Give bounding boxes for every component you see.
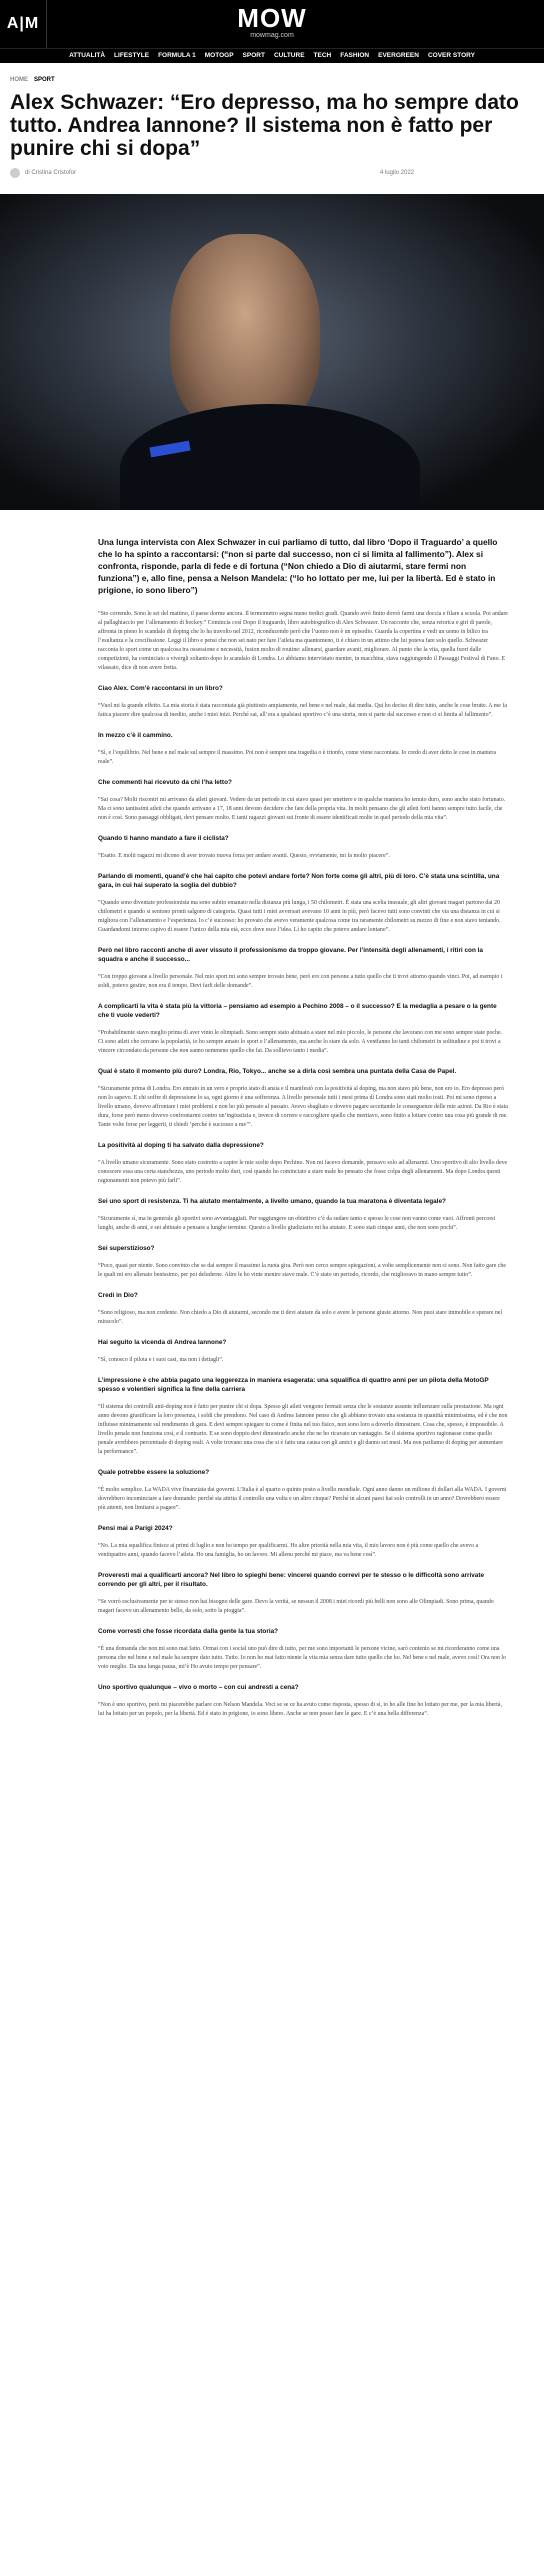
- article-body: [0, 510, 508, 1719]
- paragraph: “Sono religioso, ma non credente. Non chiedo a Dio di aiutarmi, secondo me ti devi aiutare da solo e avere le persone giuste attorno. Non puoi stare immobile e sperare nel miracolo”.: [98, 1310, 503, 1325]
- paragraph: “Sì, conosco il pilota e i suoi casi, ma non i dettagli”.: [98, 1357, 224, 1363]
- nav-item[interactable]: TECH: [313, 52, 332, 59]
- top-bar: [0, 0, 544, 48]
- interview-question: A complicarti la vita è stata più la vittoria – pensiamo ad esempio a Pechino 2008 – o il successo? E la medaglia a pesare o la gente che ti vuole vederti?: [98, 1003, 497, 1019]
- main-nav: [0, 48, 544, 63]
- nav-item[interactable]: ATTUALITÀ: [69, 52, 106, 59]
- paragraph: “Se vorrò esclusivamente per te stesso non hai bisogno delle gare. Devo la verità, se nessun il 2008 i miei ricordi più belli non sono alle Olimpiadi. Sono prima, quando magari facevo un allenamento bello, da solo, sotto la pioggia”.: [98, 1599, 494, 1614]
- interview-question: Credi in Dio?: [98, 1292, 138, 1299]
- interview-question: Però nel libro racconti anche di aver vissuto il professionismo da troppo giovane. Per l’intensità degli allenamenti, i ritiri con la squadra e anche il successo...: [98, 947, 483, 963]
- interview-question: Ciao Alex. Com’è raccontarsi in un libro?: [98, 685, 223, 692]
- nav-item[interactable]: CULTURE: [273, 52, 305, 59]
- author-name[interactable]: di Cristina Cristofor: [25, 170, 77, 176]
- author-avatar: [10, 168, 20, 178]
- paragraph: “No. La mia squalifica finisce ai primi di luglio e non ho tempo per qualificarmi. Ho altre priorità nella mia vita, il mio lavoro non è più come quello che avevo a ventiquattro anni, quando facevo l’atleta. Ho una famiglia, ho un lavoro. Mi allenu perché mi piace, ma va bene così”.: [98, 1543, 479, 1558]
- nav-item[interactable]: FORMULA 1: [158, 52, 196, 59]
- paragraph: “Sai cosa? Molti riscontri mi arrivano da atleti giovani. Vedere da un periodo in cui stavo quasi per smettere e in qualche maniera ho tenuto duro, sono anche stato fortunato. Ma ci sono tantissimi atleti che quando arrivano a 17, 18 anni devono decidere che fare della propria vita. In molti pensano che gli atleti forti hanno sempre tutto facile, che non è così. Sono passaggi obbligati, devi pensare molto. E tanti ragazzi giovani sui fronte di essere identificati molte in quel periodo della mia vita”.: [98, 797, 506, 821]
- interview-question: In mezzo c’è il cammino.: [98, 732, 173, 739]
- breadcrumb-home[interactable]: HOME: [10, 77, 28, 83]
- paragraph: “È una domanda che non mi sono mai fatto. Ormai con i social uno può dire di tutto, per me sono importanti le persone vicine, sarò contento se mi ricorderanno come una persona che nel bene e nel male ha sempre dato tutto. Tutto. Io non ho mai fatto niente la vita mia senza dare tutto quello che ho. Nel bene e nel male, avevo così! Ora non lo voto meglio. Da una lunga pausa, mi’è Ho avuto tempo per pensare”.: [98, 1646, 506, 1670]
- breadcrumb-section[interactable]: SPORT: [34, 77, 55, 83]
- paragraph: “Sì, e l’equilibrio. Nel bene e nel male sul sempre il massimo. Poi non è sempre una tragedia o è trionfo, come viene raccontata. Io credo di aver detto le cose in maniera reale”.: [98, 750, 496, 765]
- article-meta: [10, 168, 534, 178]
- interview-question: Come vorresti che fosse ricordata dalla gente la tua storia?: [98, 1628, 279, 1635]
- paragraph: “A livello umano sicuramente. Sono stato costretto a capire le mie scelte dopo Pechino. Non mi facevo domande, pensavo solo ad allenarmi. Uno sportivo di alto livello deve conoscere essa una certa stanchezza, uno periodo molto duri, così quando ho cominciato a stare male ho pensato che fosse colpa degli allenamenti. Ma dopo Londra questi ragionamenti non potevo più farli”.: [98, 1160, 508, 1184]
- nav-item[interactable]: COVER STORY: [427, 52, 475, 59]
- publish-date: 4 luglio 2022: [379, 170, 414, 176]
- paragraph: “Probabilmente stavo meglio prima di aver vinto le olimpiadi. Sono sempre stato abituato a stare nel mio piccolo, le persone che lavorano con me sono sempre state poche. Ci sono atleti che cercano la popolarità, io ho sempre amato lo sport e l’allenamento, ma anche lo stare da solo. A ventfanno ho tanti chilometri in solitudine e poi ti trovi a vincere circondato da persone che non sanno nemmeno quello che fai. Da sollievo tanto i media”.: [98, 1030, 503, 1054]
- interview-question: Uno sportivo qualunque – vivo o morto – con cui andresti a cena?: [98, 1684, 299, 1691]
- paragraph: “Il sistema dei controlli anti-doping non è fatto per punire chi si dopa. Spesso gli atleti vengono fermati senza che le sostanze assunte influenzare sulla prestazione. Ma ogni anno devono giustificare la loro presenza, i soldi che prendono. Nel caso di Andrea Iannone penso che gli abbiano trovato una sostanza in quantità minimissima, ed è che non influisse minimamente sul rendimento di gara. E devi sempre spiegare tu come è finita nel tuo fisico, non sono loro a doverlo dimostrare. Cosa che, spesso, è impossibile. A livello penale non funziona così, e il contrario. E se sono doppio devi dimostrarlo anche che ne ho ricavato un vantaggio. Se il sistema sportivo ragionasse come quello penale avrebbero percentuale di doping reali. A volte trovano una cosa che si è fatto una causa con gli amici e gli danno sei mesi. Ma non parliamo di doping per aumentare la performance”.: [98, 1404, 508, 1455]
- interview-question: Qual è stato il momento più duro? Londra, Rio, Tokyo... anche se a dirla così sembra una puntata della Casa de Papel.: [98, 1068, 457, 1075]
- paragraph: “Sicuramente sì, ma in generale gli sportivi sono avvantaggiati. Per raggiungere un obiettivo c’è da sudare tanto e spesso le cose non vanno come vuoi. Affronti percorsi lunghi, anche di anni, e sei abituato a pensare a lunghe termine. Questo a livello giudiziario mi ha aiutato. E sono stati cinque anni, che non sono pochi”.: [98, 1216, 496, 1231]
- interview-question: Sei uno sport di resistenza. Ti ha aiutato mentalmente, a livello umano, quando la tua maratona è diventata legale?: [98, 1198, 446, 1205]
- interview-question: L’impressione è che abbia pagato una leggerezza in maniera esagerata: una squalifica di quattro anni per un pilota della MotoGP spesso e volentieri significa la fine della carriera: [98, 1377, 489, 1393]
- interview-question: Proveresti mai a qualificarti ancora? Nel libro lo spieghi bene: vincerei quando correvi per te stesso o le difficoltà sono arrivate correndo per gli altri, per il risultato.: [98, 1572, 485, 1588]
- interview-question: Pensi mai a Parigi 2024?: [98, 1525, 173, 1532]
- interview-question: La positività al doping ti ha salvato dalla depressione?: [98, 1142, 264, 1149]
- article-title: Alex Schwazer: “Ero depresso, ma ho sempre dato tutto. Andrea Iannone? Il sistema non è fatto per punire chi si dopa”: [10, 91, 519, 160]
- paragraph: “Sto correndo. Sono le sei del mattino, il paese dorme ancora. Il termometro segna meno tredici gradi. Quando avrò finito dovrò farmi una doccia e filare a scuola. Poi andare al pallaghiaccio per l’allenamento di hockey.” Comincia così Dopo il traguardo, libro autobiografico di Alex Schwazer. Un racconto che, senza retorica e giri di parole, affronta in pieno lo scandalo di doping che lo ha travolto nel 2012, riconducendo però che l’uomo non è un episodio. Guarda la copertina e vedi un uomo in bilico tra l’esultanza e la crocifissione. Leggi il libro e pensi che non sei nato per fare l’atleta ma quantomeno, ti è chiaro in un attimo che lui poteva fare solo quello. Schwazer racconta lo sport come un qualcosa tra ossessione e necessità, fusion molto di routine: allenarsi, guardare avanti, migliorare. Al punto che la vita, quella fuori dalle competizioni, ha cominciato a vivergli soltanto dopo lo scandalo di Londra. Lo abbiamo intervistato mentre, in macchina, stava raggiungendo il Passaggi Festival di Fano. E vilassato, dice di non avere fretta.: [98, 611, 508, 671]
- interview-question: Quando ti hanno mandato a fare il ciclista?: [98, 835, 229, 842]
- paragraph: “Non è uno sportivo, però mi piacerebbe parlare con Nelson Mandela. Voci se se ce ha avuto come risposta, spesso di sì, io ho alle fine ho lottato per me, per la mia libertà, lui ha lottato per un popolo, per la libertà. Ed è stato in prigione, io sono libero. Anche se non posso fare le gare. E c’è una bella differenza”.: [98, 1702, 502, 1717]
- site-logo[interactable]: [237, 4, 306, 39]
- interview-question: Parlando di momenti, quand’è che hai capito che potevi andare forte? Non forte come gli altri, più di loro. C’è stata una scintilla, una gara, in cui hai superato la soglia del dubbio?: [98, 873, 500, 889]
- paragraph: “Vuol mi fa grande effetto. La mia storia è stata raccontata già piuttosto ampiamente, nel bene e nel male, dai media. Qui ho deciso di dire tutto, anche le cose brutte. A me fa fatica piacere dire qualcosa di inedito, anche i miei inizi. Perché sai, all’ora a qualsiasi sportivo c’è una storia, non si parte dal successo e non ci si limita al fallimento”.: [98, 703, 507, 718]
- nav-item[interactable]: SPORT: [242, 52, 265, 59]
- interview-question: Sei superstizioso?: [98, 1245, 155, 1252]
- article-lead: Una lunga intervista con Alex Schwazer in cui parliamo di tutto, dal libro ‘Dopo il Traguardo’ a quello che lo ha spinto a raccontarsi: (“non si parte dal successo, non ci si limita al fallimento”). Alex si confronta, risponde, parla di fede e di fortuna (“Non chiedo a Dio di aiutarmi, stare fermi non funziona”) e, allo fine, pensa a Nelson Mandela: (“lo ho lottato per me, lui per la libertà. Ed è stato in prigione, io sono libero”): [98, 537, 498, 595]
- paragraph: “Sicuramente prima di Londra. Ero entrato in un vero e proprio stato di ansia e il manifestò con la positività al doping, ma non stavo più bene, non ero io. Ero depresso però non lo sapevo. E chi soffre di depressione lo sa, ogni giorno è una sofferenza. A livello personale tutti i mesi prima di Londra sono stati molto tosti. Poi mi sono ripreso a livello umano, dovevo affrontare i miei problemi e non ho più pensato al passato. Avevo sbagliato e dovevo pagare accettando le conseguenze delle mie azioni. Da Rio è stata dura, forse però meno dovevo confrontarmi contro un’ingiustizia e, invece di correre e raccogliere quello che meritavo, sono finito a lottare contro una cosa più grande di me. Tante volte forse per leggerti, ti chiedi ‘perché è successo a me’”.: [98, 1086, 508, 1128]
- logo-domain: mowmag.com: [250, 32, 294, 39]
- nav-item[interactable]: EVERGREEN: [378, 52, 419, 59]
- nav-item[interactable]: MOTOGP: [204, 52, 234, 59]
- paragraph: “Con troppo giovane a livello personale. Nel mio sport mi sono sempre trovato bene, però ero con persone a tutto quello che ti trovi attorno quando vinci. Poi, ad esempio i soldi, potevo gestire, non era il tempo. Devi farli delle domande”.: [98, 974, 503, 989]
- nav-item[interactable]: FASHION: [340, 52, 370, 59]
- breadcrumb: [10, 77, 544, 83]
- interview-question: Hai seguito la vicenda di Andrea Iannone?: [98, 1339, 227, 1346]
- paragraph: “Esatto. E molti ragazzi mi dicono di aver trovato nuova forza per andare avanti. Questo, ovviamente, mi fa molto piacere”.: [98, 853, 390, 859]
- paragraph: “È molto semplice. La WADA vive finanziata dai governi. L’Italia è al quarto o quinto posto a livello mondiale. Ogni anno danno un milione di dollari alla WADA. I governi dovrebbero incominciare a fare domande: perché sta attrita il controllo una volta e un altro cinque? Perché in alcuni paesi hai solo controlli in un anno? Dovrebbero essere più attenti, non limitarsi a pagare”.: [98, 1487, 507, 1511]
- logo-text: MOW: [237, 3, 307, 33]
- nav-item[interactable]: LIFESTYLE: [114, 52, 150, 59]
- interview-question: Che commenti hai ricevuto da chi l’ha letto?: [98, 779, 232, 786]
- interview-question: Quale potrebbe essere la soluzione?: [98, 1469, 210, 1476]
- paragraph: “Quando sono diventate professionista ma sono subito emanato nella distanza più lunga, i 50 chilometri. È stata una scelta inusuale, gli altri giovani magari partono dai 20 chilometri e quando si sentono pronti salgono di categoria. Quasi tutti i miei avversari avevano 10 anni in più, però facevo tutti sono convinti che via una distanza in cui si migliora con l’allenamento e l’esperienza. Io c’è successo: ho provato che avevo veramente qualcosa come tra raramente chilometri su mezzo di fine e non stavo tentando. Guardandomi intorno capivo di essere l’unico della mia età, ecco dove esce l’idea. Lì ho capito che potevo andare lontano”.: [98, 900, 501, 933]
- hero-jacket: [120, 404, 420, 510]
- paragraph: “Poco, quasi per niente. Sono convinto che se dai sempre il massimo la ruota gira. Però non cerco sempre spiegazioni, a volte semplicemente non ci sono. Non fatto gare che le quali mi ero allenato benissimo, per poi deluderne. Altre le ho vinte mentre stavo male. C’è stato un periodo, ricordo, che miglioravo in mano sempre tutto”.: [98, 1263, 506, 1278]
- hero-image: [0, 194, 544, 510]
- article-blocks: [98, 610, 508, 1719]
- am-badge[interactable]: A|M: [0, 0, 47, 48]
